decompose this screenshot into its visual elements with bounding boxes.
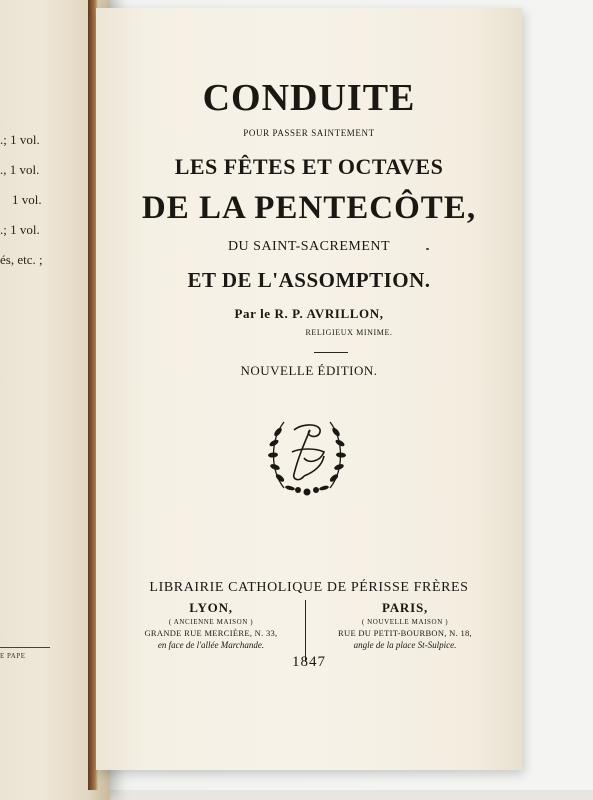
- ornamental-rule: [314, 352, 348, 353]
- lyon-address-2: en face de l'allée Marchande.: [157, 640, 265, 650]
- left-page-line: ., 1 vol.: [0, 162, 40, 177]
- author-role: RELIGIEUX MINIME.: [305, 328, 393, 337]
- paris-imprint: [310, 600, 500, 650]
- lyon-imprint: [116, 600, 306, 650]
- laurel-wreath-monogram-icon: [264, 410, 350, 498]
- left-page-line: .; 1 vol.: [0, 132, 40, 147]
- paris-maison: ( NOUVELLE MAISON ): [361, 618, 449, 626]
- year: 1847: [292, 654, 326, 670]
- left-page-rule: [0, 647, 50, 648]
- subtitle-small: POUR PASSER SAINTEMENT: [243, 128, 375, 138]
- line-pentecote: DE LA PENTECÔTE,: [141, 190, 477, 226]
- left-page-line: 1 vol.: [12, 192, 42, 207]
- publisher: LIBRAIRIE CATHOLIQUE DE PÉRISSE FRÈRES: [149, 580, 469, 595]
- edition: NOUVELLE ÉDITION.: [240, 363, 378, 378]
- line-fetes: LES FÊTES ET OCTAVES: [174, 154, 444, 179]
- line-assomption: ET DE L'ASSOMPTION.: [187, 268, 431, 292]
- paris-city: PARIS,: [381, 600, 429, 615]
- lyon-city: LYON,: [189, 600, 233, 615]
- imprint-divider: [305, 600, 306, 662]
- lyon-maison: ( ANCIENNE MAISON ): [168, 618, 254, 626]
- title: CONDUITE: [202, 77, 416, 119]
- left-page-footer: E PAPE: [0, 652, 26, 660]
- paris-address: RUE DU PETIT-BOURBON, N. 18,: [338, 628, 472, 638]
- paris-address-2: angle de la place St-Sulpice.: [353, 640, 457, 650]
- line-saint-sacrement: DU SAINT-SACREMENT: [227, 239, 391, 254]
- left-page-line: és, etc. ;: [0, 252, 43, 267]
- title-page: [96, 8, 522, 770]
- ink-speck: [426, 248, 429, 250]
- lyon-address: GRANDE RUE MERCIÈRE, N. 33,: [144, 628, 278, 638]
- left-page-line: .; 1 vol.: [0, 222, 40, 237]
- author: Par le R. P. AVRILLON,: [234, 306, 384, 321]
